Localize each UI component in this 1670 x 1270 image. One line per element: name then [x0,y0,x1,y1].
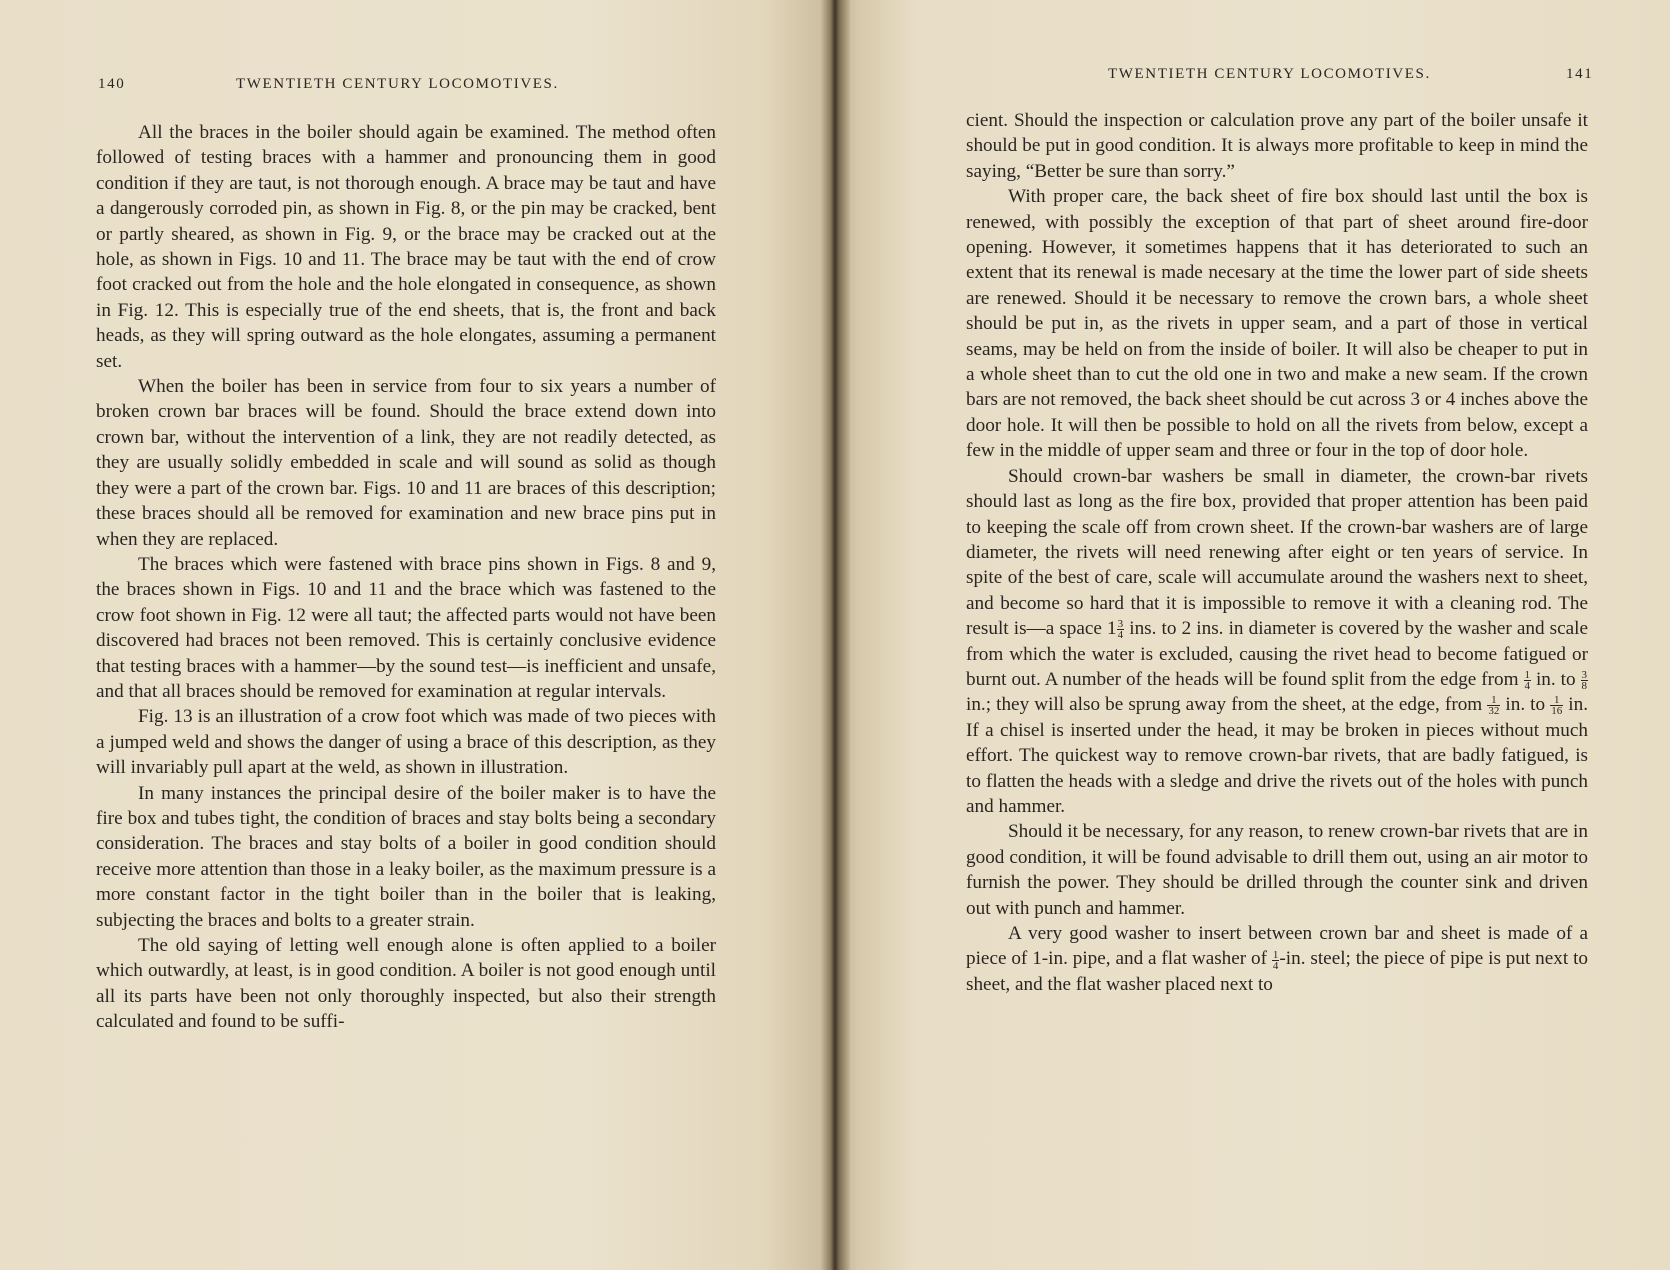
right-page [832,0,1670,1270]
paragraph: All the braces in the boiler should again be examined. The method often followed of testing braces with a hammer and pronouncing them in good condition if they are taut, is not thorough enough. A brace may be taut and have a dangerously corroded pin, as shown in Fig. 8, or the pin may be cracked, bent or partly sheared, as shown in Fig. 9, or the brace may be cracked out at the hole, as shown in Figs. 10 and 11. The brace may be taut with the end of crow foot cracked out from the hole and the hole elongated in consequence, as shown in Fig. 12. This is especially true of the end sheets, that is, the front and back heads, as they will spring outward as the hole elongates, assuming a permanent set. [96,122,716,372]
body-text [966,108,1588,997]
paragraph: With proper care, the back sheet of fire box should last until the box is renewed, with possibly the exception of that part of sheet around fire-door opening. However, it sometimes happens that it has deteriorated to such an extent that its renewal is made necesary at the time the lower part of side sheets are renewed. Should it be necessary to remove the crown bars, a whole sheet should be put in, as the rivets in upper seam, and a part of those in vertical seams, may be held on from the inside of boiler. It will also be cheaper to put in a whole sheet than to cut the old one in two and make a new seam. If the crown bars are not removed, the back sheet should be cut across 3 or 4 inches above the door hole. It will then be possible to hold on all the rivets from below, except a few in the middle of upper seam and three or four in the top of door hole. [966,186,1588,462]
text-run: -in. steel; the piece of pipe is put next to sheet, and the flat washer placed next to [966,948,1589,995]
text-run: in. to [1531,668,1581,690]
paragraph: When the boiler has been in service from four to six years a number of broken crown bar braces will be found. Should the brace extend down into crown bar, without the intervention of a link, they are not readily detected, as they are usually solidly embedded in scale and will sound as solid as though they were a part of the crown bar. Figs. 10 and 11 are braces of this description; these braces should all be removed for examination and new brace pins put in when they are replaced. [96,376,716,550]
fraction: $\frac{1}{4}$ [1272,948,1279,972]
fraction: $\frac{1}{4}$ [1524,669,1531,693]
left-page [0,0,832,1270]
book-gutter [820,0,850,1270]
paragraph [966,921,1588,997]
running-head: TWENTIETH CENTURY LOCOMOTIVES. [236,76,559,92]
text-run: in. to [1500,694,1551,716]
page-number: 140 [98,76,126,92]
text-run: ins. to 2 ins. in diameter is covered by the washer and scale from which the water is excluded, causing the rivet head to become fatigued or burnt out. A number of the heads will be found split from the edge from [966,618,1588,690]
text-run: Should crown-bar washers be small in diameter, the crown-bar rivets should last as long as the fire box, provided that proper attention has been paid to keeping the scale off from crown sheet. If the crown-bar washers are of large diameter, the rivets will need renewing after eight or ten years of service. In spite of the best of care, scale will accumulate around the washers next to sheet, and become so hard that it is impossible to remove it with a cleaning rod. The result is—a space 1 [966,465,1588,640]
paragraph: The braces which were fastened with brace pins shown in Figs. 8 and 9, the braces shown in Figs. 10 and 11 and the brace which was fastened to the crow foot shown in Fig. 12 were all taut; the affected parts would not have been discovered had braces not been removed. This is certainly conclusive evidence that testing braces with a hammer—by the sound test—is inefficient and unsafe, and that all braces should be removed for examination at regular intervals. [96,553,716,702]
paragraph [966,464,1588,820]
text-run: in.; they will also be sprung away from the sheet, at the edge, from [966,694,1488,716]
fraction: $\frac{3}{4}$ [1117,618,1124,642]
fraction: $\frac{3}{8}$ [1581,669,1588,693]
paragraph: Should it be necessary, for any reason, to renew crown-bar rivets that are in good condition, it will be found advisable to drill them out, using an air motor to furnish the power. They should be drilled through the counter sink and driven out with punch and hammer. [966,821,1588,919]
paragraph: In many instances the principal desire of the boiler maker is to have the fire box and tubes tight, the condition of braces and stay bolts being a secondary consideration. The braces and stay bolts of a boiler in good condition should receive more attention than those in a leaky boiler, as the maximum pressure is a more constant factor in the tight boiler than in the boiler that is leaking, subjecting the braces and bolts to a greater strain. [96,782,716,931]
text-run: in. If a chisel is inserted under the head, it may be broken in pieces without much effort. The quickest way to remove crown-bar rivets, that are badly fatigued, is to flatten the heads with a sledge and drive the rivets out of the holes with punch and hammer. [966,694,1589,817]
page-number: 141 [1566,66,1594,82]
paragraph: Fig. 13 is an illustration of a crow foot which was made of two pieces with a jumped weld and shows the danger of using a brace of this description, as they will invariably pull apart at the weld, as shown in illustration. [96,706,716,779]
body-text [96,120,716,1035]
fraction: $\frac{1}{16}$ [1551,694,1563,718]
running-head: TWENTIETH CENTURY LOCOMOTIVES. [1108,66,1431,82]
text-run: A very good washer to insert between crown bar and sheet is made of a piece of 1-in. pipe, and a flat washer of [966,923,1588,970]
fraction: $\frac{1}{32}$ [1488,694,1500,718]
paragraph: The old saying of letting well enough alone is often applied to a boiler which outwardly, at least, is in good condition. A boiler is not good enough until all its parts have been not only thoroughly inspected, but also their strength calculated and found to be suffi- [96,935,716,1033]
paragraph: cient. Should the inspection or calculation prove any part of the boiler unsafe it should be put in good condition. It is always more profitable to keep in mind the saying, “Better be sure than sorry.” [966,110,1588,182]
